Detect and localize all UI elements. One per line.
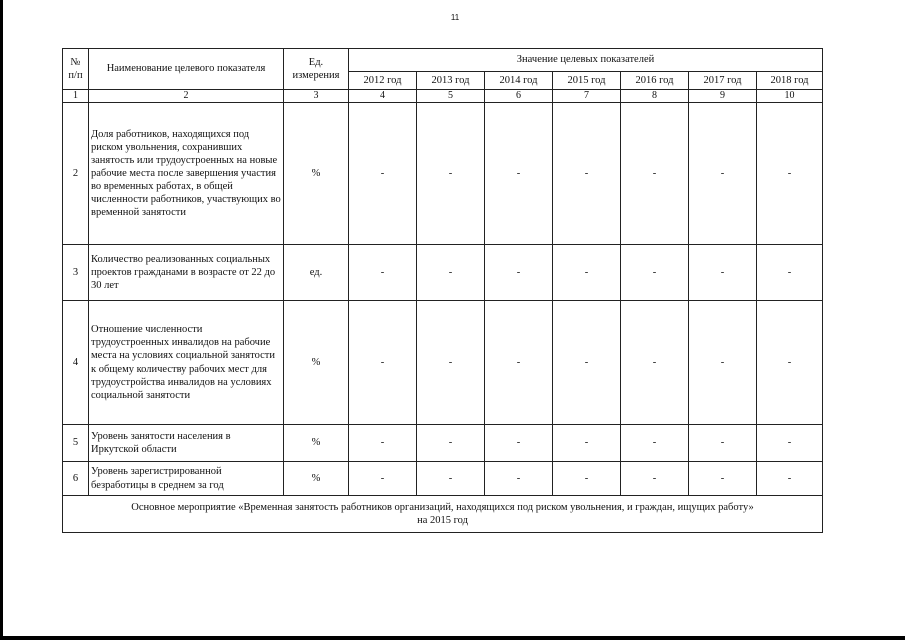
value-cell: - — [349, 103, 417, 245]
year-header: 2013 год — [417, 72, 485, 90]
indicator-name: Уровень занятости населения в Иркутской области — [89, 425, 284, 462]
num-header — [63, 49, 89, 90]
value-cell: - — [553, 425, 621, 462]
header-row — [63, 49, 823, 72]
value-cell: - — [553, 103, 621, 245]
column-index-cell: 9 — [689, 90, 757, 103]
value-cell: - — [553, 301, 621, 425]
unit-header-line2: измерения — [292, 70, 340, 81]
value-cell: - — [621, 301, 689, 425]
indicators-table — [62, 48, 823, 533]
unit-cell: % — [284, 462, 349, 496]
table-row — [63, 425, 823, 462]
column-index-cell: 7 — [553, 90, 621, 103]
value-cell: - — [621, 425, 689, 462]
num-header-line1: № — [70, 56, 81, 68]
column-index-cell: 10 — [757, 90, 823, 103]
section-footer-row — [63, 496, 823, 533]
value-cell: - — [349, 245, 417, 301]
table-row — [63, 245, 823, 301]
indicator-name: Доля работников, находящихся под риском увольнения, сохранивших занятость или трудоустроенных на новые рабочие места после завершения участия во временных работах, в общей численности работников, участвующих во временной занятости — [89, 103, 284, 245]
row-number: 3 — [63, 245, 89, 301]
value-cell: - — [553, 462, 621, 496]
column-index-row — [63, 90, 823, 103]
row-number: 2 — [63, 103, 89, 245]
unit-header-line1: Ед. — [308, 56, 324, 68]
column-index-cell: 2 — [89, 90, 284, 103]
value-cell: - — [689, 245, 757, 301]
unit-cell: ед. — [284, 245, 349, 301]
main-activity-line2: на 2015 год — [417, 515, 468, 526]
indicator-name: Отношение численности трудоустроенных инвалидов на рабочие места на условиях социальной занятости к общему количеству рабочих мест для трудоустройства инвалидов на условиях социальной занятости — [89, 301, 284, 425]
table-row — [63, 462, 823, 496]
year-header: 2017 год — [689, 72, 757, 90]
value-cell: - — [757, 425, 823, 462]
scan-left-edge — [0, 0, 3, 640]
scan-bottom-edge — [0, 636, 905, 640]
value-cell: - — [417, 462, 485, 496]
column-index-cell: 4 — [349, 90, 417, 103]
year-header: 2016 год — [621, 72, 689, 90]
unit-cell: % — [284, 425, 349, 462]
column-index-cell: 6 — [485, 90, 553, 103]
unit-header — [284, 49, 349, 90]
value-cell: - — [417, 245, 485, 301]
column-index-cell: 8 — [621, 90, 689, 103]
column-index-cell: 5 — [417, 90, 485, 103]
value-cell: - — [417, 301, 485, 425]
year-header: 2014 год — [485, 72, 553, 90]
table-row — [63, 301, 823, 425]
value-cell: - — [349, 301, 417, 425]
name-header: Наименование целевого показателя — [89, 49, 284, 90]
value-cell: - — [417, 425, 485, 462]
column-index-cell: 1 — [63, 90, 89, 103]
main-activity-caption — [63, 496, 823, 533]
value-cell: - — [349, 425, 417, 462]
value-cell: - — [349, 462, 417, 496]
column-index-cell: 3 — [284, 90, 349, 103]
value-cell: - — [485, 301, 553, 425]
main-activity-line1: Основное мероприятие «Временная занятость работников организаций, находящихся под риском увольнения, и граждан, ищущих работу» — [131, 501, 754, 513]
value-cell: - — [553, 245, 621, 301]
row-number: 6 — [63, 462, 89, 496]
value-cell: - — [417, 103, 485, 245]
indicator-name: Количество реализованных социальных проектов гражданами в возрасте от 22 до 30 лет — [89, 245, 284, 301]
page-number: 11 — [450, 13, 460, 22]
unit-cell: % — [284, 103, 349, 245]
table-row — [63, 103, 823, 245]
year-header: 2015 год — [553, 72, 621, 90]
row-number: 5 — [63, 425, 89, 462]
indicator-name: Уровень зарегистрированной безработицы в среднем за год — [89, 462, 284, 496]
value-cell: - — [621, 245, 689, 301]
value-cell: - — [757, 103, 823, 245]
value-cell: - — [689, 103, 757, 245]
value-cell: - — [757, 301, 823, 425]
row-number: 4 — [63, 301, 89, 425]
value-cell: - — [485, 103, 553, 245]
value-cell: - — [757, 462, 823, 496]
values-header: Значение целевых показателей — [349, 49, 823, 72]
value-cell: - — [689, 462, 757, 496]
year-header: 2012 год — [349, 72, 417, 90]
value-cell: - — [757, 245, 823, 301]
num-header-line2: п/п — [68, 70, 83, 81]
value-cell: - — [621, 462, 689, 496]
value-cell: - — [621, 103, 689, 245]
value-cell: - — [689, 301, 757, 425]
value-cell: - — [485, 425, 553, 462]
value-cell: - — [689, 425, 757, 462]
value-cell: - — [485, 245, 553, 301]
unit-cell: % — [284, 301, 349, 425]
year-header: 2018 год — [757, 72, 823, 90]
value-cell: - — [485, 462, 553, 496]
